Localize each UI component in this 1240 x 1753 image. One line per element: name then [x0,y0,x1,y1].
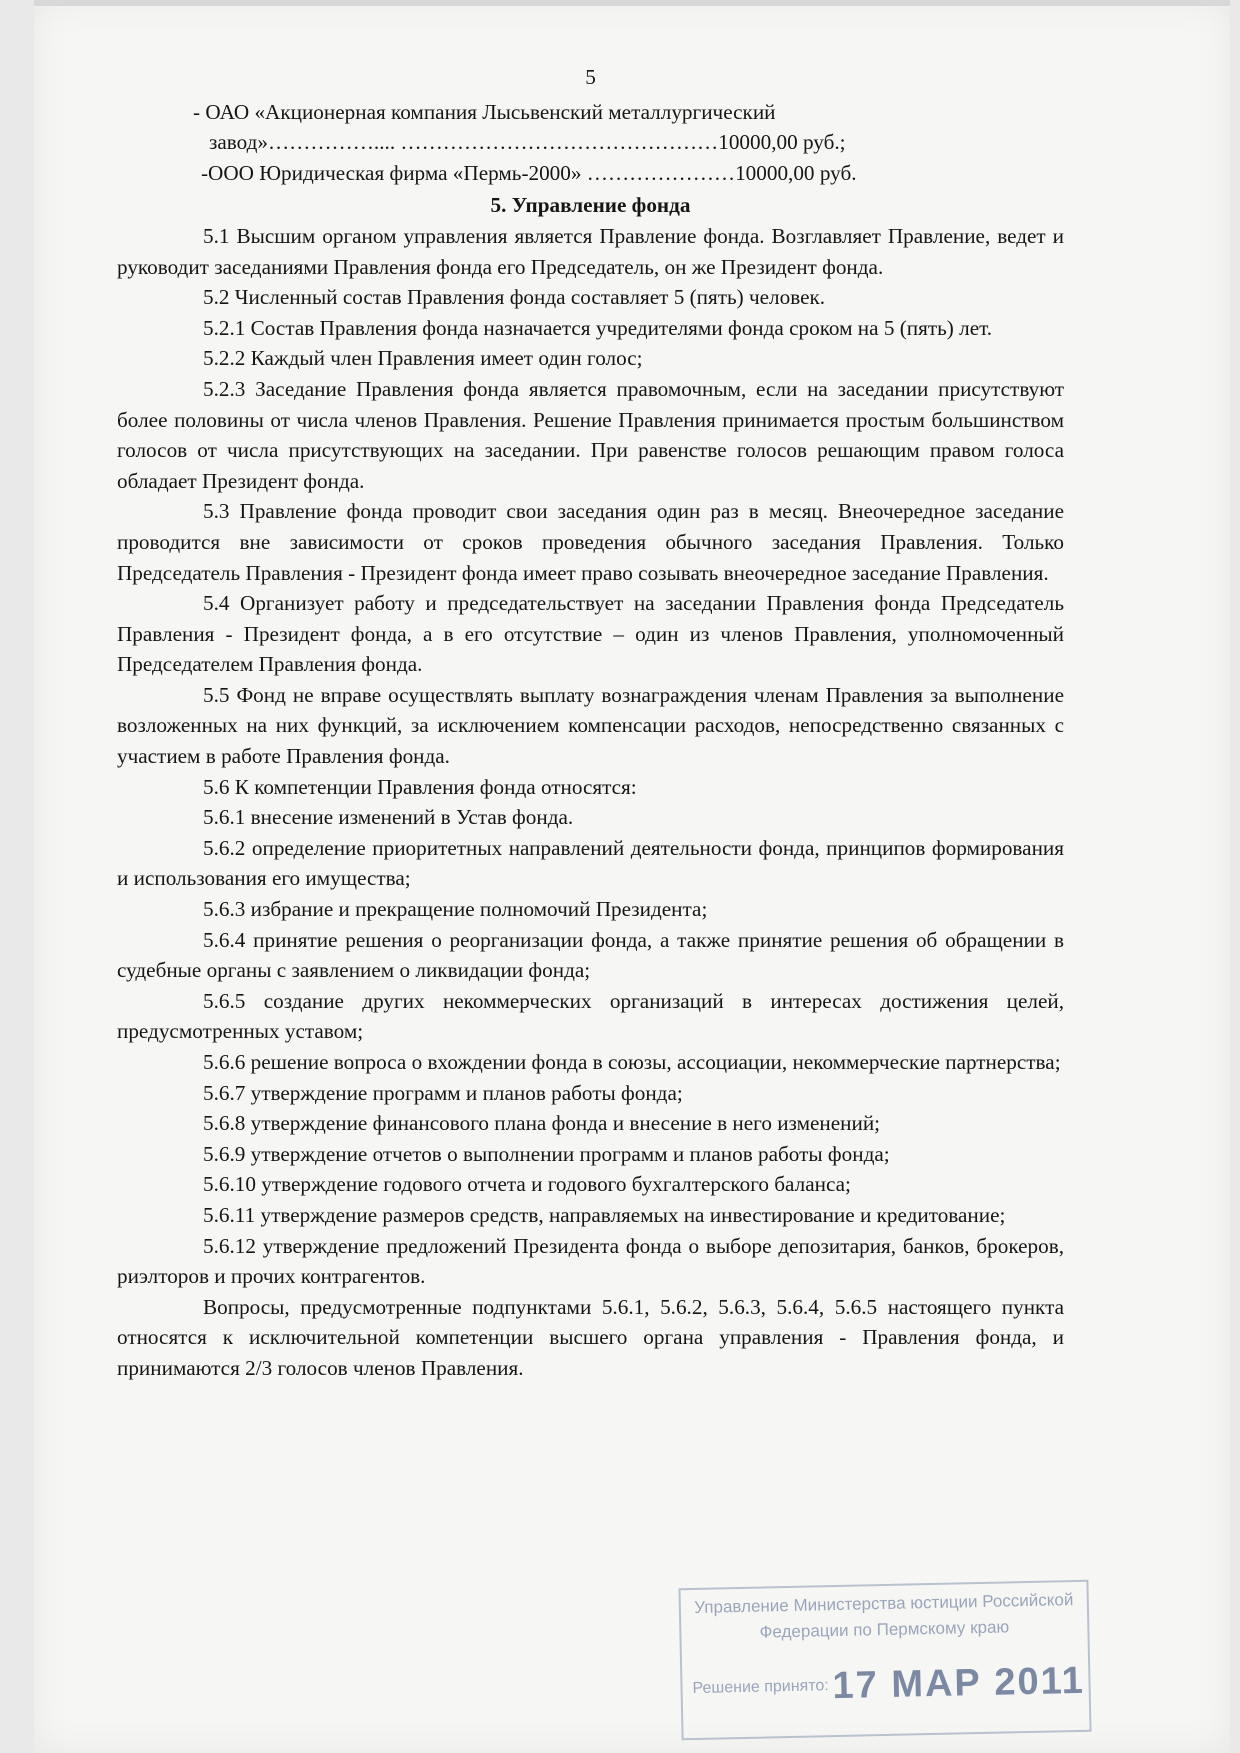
paragraph-5-1: 5.1 Высшим органом управления является Правление фонда. Возглавляет Правление, ведет и руководит заседаниями Правления фонда его Председатель, он же Президент фонда. [117,223,1064,279]
section-title: 5. Управление фонда [490,193,691,218]
paragraph-exclusive-competence: Вопросы, предусмотренные подпунктами 5.6.1, 5.6.2, 5.6.3, 5.6.4, 5.6.5 настоящего пункта относятся к исключительной компетенции высшего органа управления - Правления фонда, и принимаются 2/3 голосов членов Правления. [117,1294,1064,1380]
stamp-org-line-2: Федерации по Пермскому краю [759,1617,1010,1642]
paragraph-5-6-10: 5.6.10 утверждение годового отчета и годового бухгалтерского баланса; [203,1172,851,1197]
paragraph-5-6-12: 5.6.12 утверждение предложений Президента фонда о выборе депозитария, банков, брокеров, риэлторов и прочих контрагентов. [117,1233,1064,1289]
paragraph-5-2: 5.2 Численный состав Правления фонда составляет 5 (пять) человек. [203,285,826,310]
stamp-label: Решение принято: [692,1677,829,1698]
stamp-date: 17 МАР 2011 [832,1659,1086,1708]
paragraph-5-6-8: 5.6.8 утверждение финансового плана фонда и внесение в него изменений; [203,1111,881,1136]
page-top-edge [34,0,1230,6]
paragraph-5-6-5: 5.6.5 создание других некоммерческих организаций в интересах достижения целей, предусмотренных уставом; [117,988,1064,1044]
paragraph-5-2-2: 5.2.2 Каждый член Правления имеет один голос; [203,346,643,371]
paragraph-5-6-2: 5.6.2 определение приоритетных направлений деятельности фонда, принципов формирования и использования его имущества; [117,835,1064,891]
paragraph-5-6-1: 5.6.1 внесение изменений в Устав фонда. [203,805,574,830]
page-number: 5 [585,65,596,89]
stamp-org-line-1: Управление Министерства юстиции Российской [694,1590,1074,1617]
founder-line-3: -ООО Юридическая фирма «Пермь-2000» …………………10000,00 руб. [201,160,857,185]
paragraph-5-2-3: 5.2.3 Заседание Правления фонда является правомочным, если на заседании присутствуют более половины от числа членов Правления. Решение Правления принимается простым большинством голосов от числа присутствующих на заседании. При равенстве голосов решающим правом голоса обладает Президент фонда. [117,376,1064,493]
paragraph-5-4: 5.4 Организует работу и председательствует на заседании Правления фонда Председатель Правления - Президент фонда, а в его отсутствие – один из членов Правления, уполномоченный Председателем Правления фонда. [117,591,1064,677]
document-page [34,0,1230,1753]
paragraph-5-6-9: 5.6.9 утверждение отчетов о выполнении программ и планов работы фонда; [203,1141,890,1166]
paragraph-5-6-3: 5.6.3 избрание и прекращение полномочий Президента; [203,897,708,922]
paragraph-5-5: 5.5 Фонд не вправе осуществлять выплату вознаграждения членам Правления за выполнение возложенных на них функций, за исключением компенсации расходов, непосредственно связанных с участием в работе Правления фонда. [117,682,1064,769]
paragraph-5-3: 5.3 Правление фонда проводит свои заседания один раз в месяц. Внеочередное заседание проводится вне зависимости от сроков проведения обычного заседания Правления. Только Председатель Правления - Президент фонда имеет право созывать внеочередное заседание Правления. [117,499,1064,585]
founder-line-2: завод»…………….... ………………………………………10000,00 руб.; [209,130,846,155]
document-text [117,62,1064,1384]
paragraph-5-6-6: 5.6.6 решение вопроса о вхождении фонда в союзы, ассоциации, некоммерческие партнерства; [203,1050,1061,1074]
founder-line-1: - ОАО «Акционерная компания Лысьвенский металлургический [193,99,776,124]
registration-stamp [678,1580,1091,1741]
paragraph-5-6-7: 5.6.7 утверждение программ и планов работы фонда; [203,1080,683,1105]
paragraph-5-6-4: 5.6.4 принятие решения о реорганизации фонда, а также принятие решения об обращении в судебные органы с заявлением о ликвидации фонда; [117,927,1064,983]
paragraph-5-6-11: 5.6.11 утверждение размеров средств, направляемых на инвестирование и кредитование; [203,1202,1006,1227]
paragraph-5-2-1: 5.2.1 Состав Правления фонда назначается учредителями фонда сроком на 5 (пять) лет. [203,315,993,340]
paragraph-5-6: 5.6 К компетенции Правления фонда относятся: [203,774,637,799]
